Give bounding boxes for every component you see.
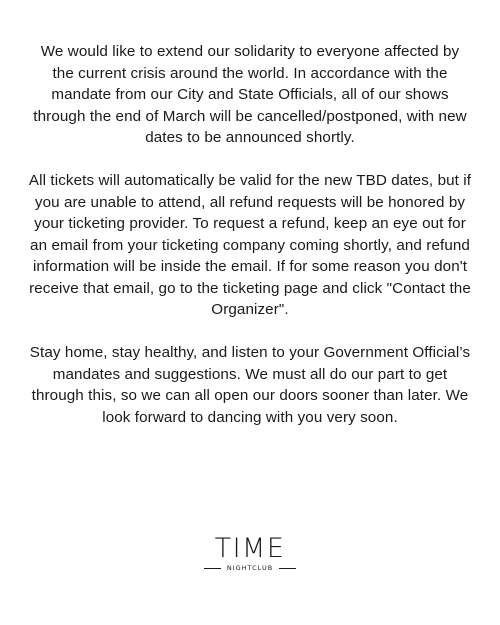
logo-rule-right bbox=[279, 568, 296, 569]
paragraph-solidarity: We would like to extend our solidarity to everyone affected by the current crisis around the world. In accordance with the mandate from our City and State Officials, all of our shows through the end of March will be cancelled/postponed, with new dates to be announced shortly. bbox=[33, 43, 467, 146]
time-nightclub-logo bbox=[0, 535, 500, 572]
logo-rule-left bbox=[204, 568, 221, 569]
paragraph-stay-home: Stay home, stay healthy, and listen to your Government Official’s mandates and suggestions. We must all do our part to get through this, so we can all open our doors sooner than later. We look forward to dancing with you very soon. bbox=[29, 344, 471, 426]
announcement-text bbox=[28, 41, 472, 428]
logo-subtitle-row bbox=[0, 564, 500, 572]
paragraph-tickets: All tickets will automatically be valid for the new TBD dates, but if you are unable to attend, all refund requests will be honored by your ticketing provider. To request a refund, keep an eye out for an email from your ticketing company coming shortly, and refund information will be inside the email. If for some reason you don't receive that email, go to the ticketing page and click "Contact the Organizer". bbox=[28, 172, 472, 318]
logo-subtitle: NIGHTCLUB bbox=[226, 564, 274, 572]
logo-wordmark: TIME bbox=[214, 533, 286, 564]
